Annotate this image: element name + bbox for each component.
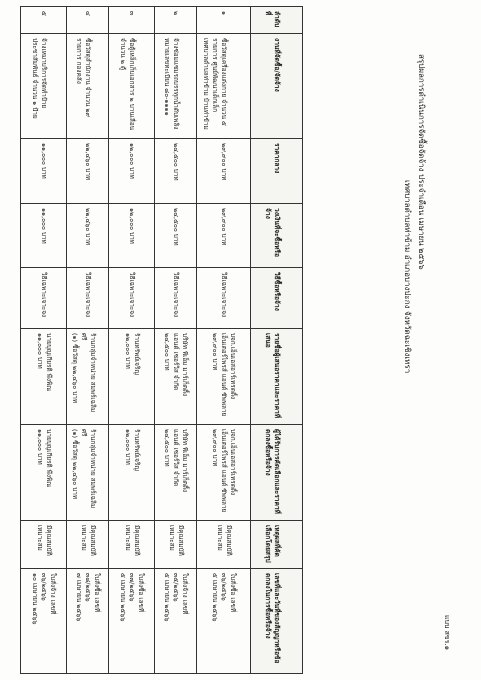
cell-reason-text: มีคุณสมบัติ เหมาะสม: [215, 525, 233, 557]
cell-no-text: ๑: [220, 11, 228, 16]
table-cell: [197, 521, 251, 569]
table-cell: [155, 569, 197, 674]
cell-median-text: ๒๒,๔๖๐ บาท: [84, 142, 92, 180]
cell-contract-text: ใบสั่งจ้าง เลขที่ ๓๖/๒๕๖๖ ๑๐ เมษายน ๒๕๖๖: [31, 573, 57, 625]
table-field-row-median: [21, 138, 343, 203]
table-cell: [197, 328, 251, 424]
table-cell: [197, 34, 251, 139]
cell-no-text: ๓: [128, 11, 136, 16]
header-cell-winner: [251, 425, 303, 521]
table-cell: [67, 328, 109, 424]
cell-reason-text: มีคุณสมบัติ เหมาะสม: [79, 525, 97, 557]
cell-item-text: ซื้อวัสดุเครื่องแต่งกาย จำนวน ๕ รายการ ศูนย์พัฒนาเด็กเล็กเทศบาลตำบลท่าข้าม บ้านท่าข้าม: [202, 38, 228, 130]
table-field-row-winner: [21, 425, 343, 521]
table-cell: [109, 138, 155, 203]
title-block: [352, 30, 432, 630]
table-cell: [197, 7, 251, 34]
table-cell: [109, 7, 155, 34]
table-cell: [21, 7, 67, 34]
table-cell: [155, 425, 197, 521]
header-method-label: วิธีซื้อหรือจ้าง: [273, 272, 281, 312]
header-cell-reason: [251, 521, 303, 569]
cell-winner-text: ร้านทรัพย์เจริญ ๑๒,๐๐๐ บาท: [123, 429, 141, 471]
cell-budget-text: ๒๙,๙๐๐ บาท: [220, 207, 228, 245]
cell-winner-text: บริษัท พีเอ็ม มาร์เก็ตติ้ง แอนด์ เซอร์วิส จำกัด ๒๔,๕๐๐ บาท: [163, 429, 189, 493]
cell-budget-text: ๑๒,๐๐๐ บาท: [128, 207, 136, 244]
cell-median-text: ๒๙,๙๐๐ บาท: [220, 142, 228, 180]
cell-method-text: วิธีเฉพาะเจาะจง: [172, 272, 180, 318]
cell-reason-text: มีคุณสมบัติ เหมาะสม: [123, 525, 141, 557]
cell-contract-text: ใบสั่งจ้าง เลขที่ ๓๕/๒๕๖๖ ๕ เมษายน ๒๕๖๖: [163, 573, 189, 622]
table-cell: [21, 203, 67, 268]
procurement-table: [20, 6, 343, 674]
table-cell: [21, 328, 67, 424]
table-cell: [155, 7, 197, 34]
cell-winner-text: ร้านกลุ่มจำหน่าย สมพร์เฉลิมศรี (๑) ซื้อวัสดุ ๒๒,๔๖๐ บาท: [70, 429, 97, 509]
cell-contract-text: ใบสั่งซื้อ เลขที่ ๓๗/๒๕๖๖ ๕ เมษายน ๒๕๖๖: [119, 573, 145, 622]
table-cell: [67, 425, 109, 521]
cell-item-text: จ้างเหมาบริการจัดทำป้ายประชาสัมพันธ์ จำนวน ๑ ป้าย: [31, 38, 48, 119]
header-cell-budget: [251, 203, 303, 268]
header-winner-label: ผู้ได้รับการคัดเลือกและราคาที่ตกลงซื้อหรือจ้าง: [264, 429, 281, 515]
cell-bidders-text: ร้านกลุ่มจำหน่าย สมพร์เฉลิมศรี (๑) ซื้อวัสดุ ๒๒,๔๖๐ บาท: [70, 332, 97, 413]
cell-bidders-text: บริษัท พีเอ็ม มาร์เก็ตติ้ง แอนด์ เซอร์วิส จำกัด ๒๔,๕๐๐ บาท: [163, 332, 189, 397]
table-cell: [155, 138, 197, 203]
table-cell: [155, 34, 197, 139]
cell-winner-text: นายบุญเกียรติ พึงพิณ ๑๑,๐๐๐ บาท: [35, 429, 53, 488]
table-cell: [197, 268, 251, 329]
cell-median-text: ๑๒,๐๐๐ บาท: [128, 142, 136, 179]
cell-no-text: ๕: [40, 11, 48, 16]
table-cell: [67, 138, 109, 203]
table-cell: [155, 328, 197, 424]
table-cell: [197, 425, 251, 521]
cell-budget-text: ๒๒,๔๖๐ บาท: [84, 207, 92, 245]
table-cell: [197, 203, 251, 268]
header-cell-no: [251, 7, 303, 34]
cell-budget-text: ๒๔,๕๐๐ บาท: [172, 207, 180, 246]
cell-budget-text: ๑๑,๐๐๐ บาท: [40, 207, 48, 244]
table-cell: [67, 521, 109, 569]
cell-contract-text: ใบสั่งซื้อ เลขที่ ๓๘/๒๕๖๖ ๗ เมษายน ๒๕๖๖: [75, 573, 101, 622]
table-field-row-contract: [21, 569, 343, 674]
table-field-row-budget: [21, 203, 343, 268]
cell-bidders-text: บจก.เอ็นเอสอาร์เทรดดิ้ง เอ็นเตอร์ไพรส์ แอนด์ ซัพพลาย ๒๙,๙๐๐ บาท: [211, 332, 237, 417]
table-field-row-method: [21, 268, 343, 329]
table-cell: [67, 203, 109, 268]
table-field-row-reason: [21, 521, 343, 569]
table-cell: [155, 203, 197, 268]
table-cell: [21, 138, 67, 203]
header-bidders-label: รายชื่อผู้เสนอราคาและราคาที่เสนอ: [264, 332, 281, 418]
table-cell: [21, 268, 67, 329]
table-cell: [197, 138, 251, 203]
header-budget-label: วงเงินที่จะซื้อหรือจ้าง: [264, 207, 281, 257]
header-median-label: ราคากลาง: [273, 142, 281, 174]
table-cell: [109, 34, 155, 139]
document-subtitle: เทศบาลตำบลท่าข้าม อำเภอบางปะกง จังหวัดฉะเชิงเทรา: [403, 180, 412, 374]
cell-reason-text: มีคุณสมบัติ เหมาะสม: [35, 525, 53, 557]
cell-median-text: ๒๔,๕๐๐ บาท: [172, 142, 180, 181]
cell-method-text: วิธีเฉพาะเจาะจง: [84, 272, 92, 318]
header-no-label: ลำดับที่: [264, 11, 281, 28]
cell-reason-text: มีคุณสมบัติ เหมาะสม: [167, 525, 185, 557]
table-cell: [155, 268, 197, 329]
table-cell: [197, 569, 251, 674]
cell-median-text: ๑๑,๐๐๐ บาท: [40, 142, 48, 179]
cell-item-text: ซื้อตู้เหล็กเก็บเอกสาร ๒ บานเลื่อน จำนวน ๒ ตู้: [119, 38, 136, 131]
cell-bidders-text: ร้านทรัพย์เจริญ ๑๒,๐๐๐ บาท: [123, 332, 141, 375]
table-cell: [21, 425, 67, 521]
table-cell: [109, 268, 155, 329]
table-cell: [21, 34, 67, 139]
header-cell-median: [251, 138, 303, 203]
cell-method-text: วิธีเฉพาะเจาะจง: [40, 272, 48, 318]
cell-winner-text: บจก.เอ็นเอสอาร์เทรดดิ้ง เอ็นเตอร์ไพรส์ แอนด์ ซัพพลาย ๒๙,๙๐๐ บาท: [211, 429, 237, 513]
header-cell-method: [251, 268, 303, 329]
table-field-row-item: [21, 34, 343, 139]
table-field-row-no: [21, 7, 343, 34]
header-cell-contract: [251, 569, 303, 674]
table-cell: [109, 328, 155, 424]
cell-method-text: วิธีเฉพาะเจาะจง: [220, 272, 228, 318]
header-cell-bidders: [251, 328, 303, 424]
cell-no-text: ๒: [172, 11, 180, 16]
cell-contract-text: ใบสั่งซื้อ เลขที่ ๓๖/๒๕๖๖ ๕ เมษายน ๒๕๖๖: [211, 573, 237, 622]
cell-item-text: จ้างซ่อมแซมรถบรรทุกน้ำดับเพลิงหมายเลขทะเบียน ๘๐-๑๑๑๑: [163, 38, 180, 130]
document-title: สรุปผลการดำเนินการจัดซื้อจัดจ้าง ประจำเดือน เมษายน ๒๕๖๖: [417, 54, 426, 270]
table-cell: [67, 7, 109, 34]
table-cell: [67, 268, 109, 329]
table-field-row-bidders: [21, 328, 343, 424]
table-cell: [109, 569, 155, 674]
table-cell: [21, 521, 67, 569]
table-cell: [67, 34, 109, 139]
table-cell: [109, 521, 155, 569]
header-cell-item: [251, 34, 303, 139]
table-cell: [109, 425, 155, 521]
header-item-label: งานที่จัดซื้อ/จัดจ้าง: [273, 38, 281, 92]
cell-item-text: ซื้อวัสดุสำนักงาน จำนวน ๒๙ รายการ กองคลัง: [75, 38, 92, 118]
table-cell: [21, 569, 67, 674]
header-contract-label: เลขที่และวันที่ของสัญญาหรือข้อตกลงในการซื้อหรือจ้าง: [264, 573, 281, 664]
table-cell: [67, 569, 109, 674]
table-cell: [155, 521, 197, 569]
table-cell: [109, 203, 155, 268]
cell-method-text: วิธีเฉพาะเจาะจง: [128, 272, 136, 318]
cell-no-text: ๔: [84, 11, 92, 16]
cell-bidders-text: นายบุญเกียรติ พึงพิณ ๑๑,๐๐๐ บาท: [35, 332, 53, 392]
form-code: แบบ สขร.๑: [443, 615, 451, 651]
header-reason-label: เหตุผลที่คัดเลือกโดยสรุป: [264, 525, 281, 563]
